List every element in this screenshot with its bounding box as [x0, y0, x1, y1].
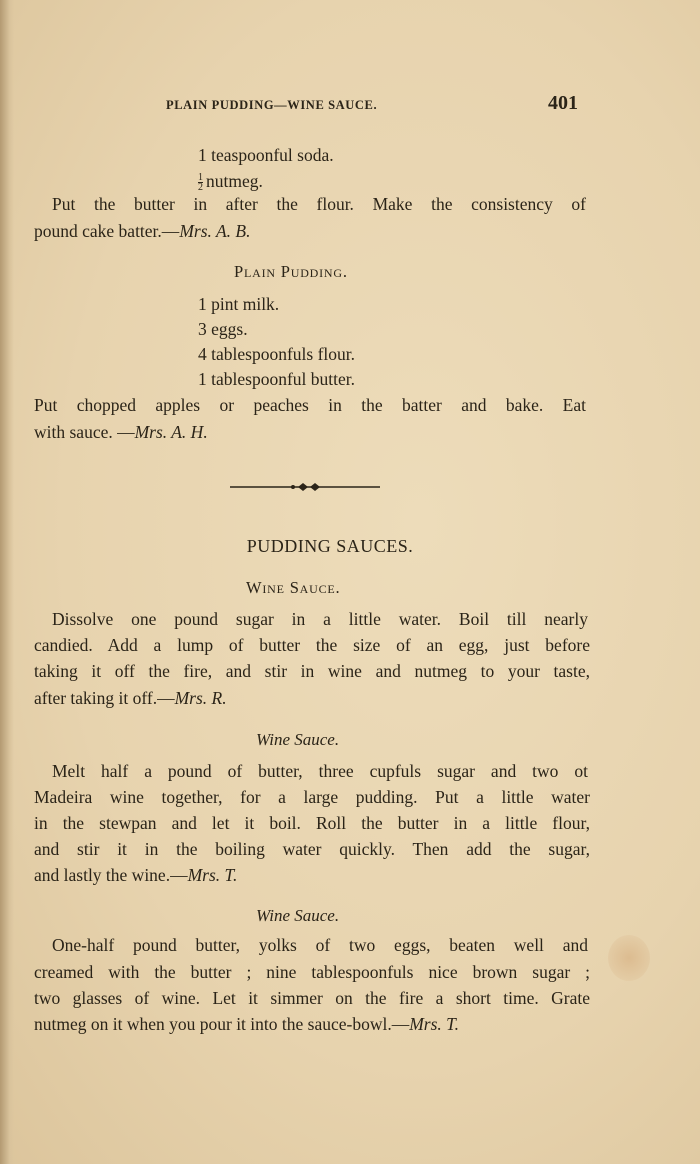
wine-sauce-3-line-3: two glasses of wine. Let it simmer on the fire a short time. Grate	[34, 988, 590, 1008]
section-divider-ornament	[230, 480, 382, 494]
running-head: PLAIN PUDDING—WINE SAUCE.	[166, 98, 378, 112]
attribution: Mrs. T.	[409, 1014, 459, 1034]
attribution: Mrs. R.	[174, 688, 227, 708]
plain-pudding-body-line-2: with sauce. —Mrs. A. H.	[34, 422, 208, 442]
attribution: Mrs. A. H.	[134, 422, 208, 442]
wine-sauce-2-line-3: in the stewpan and let it boil. Roll the butter in a little flour,	[34, 813, 590, 833]
wine-sauce-2-line-5: and lastly the wine.—Mrs. T.	[34, 865, 238, 885]
fraction-half: $\frac{1}{2}$	[198, 172, 203, 194]
wine-sauce-2-line-2: Madeira wine together, for a large pudding. Put a little water	[34, 787, 590, 807]
wine-sauce-2-line-1: Melt half a pound of butter, three cupfuls sugar and two ot	[52, 761, 588, 781]
attribution: Mrs. A. B.	[179, 221, 251, 241]
continuation-body-line-1: Put the butter in after the flour. Make the consistency of	[52, 194, 586, 214]
recipe-title-wine-sauce-2: Wine Sauce.	[256, 730, 340, 749]
ingredient-nutmeg: $\frac{1}{2}$ nutmeg.	[198, 171, 263, 194]
wine-sauce-1-line-1: Dissolve one pound sugar in a little water. Boil till nearly	[52, 609, 588, 629]
page-spine-shadow	[0, 0, 14, 1164]
wine-sauce-2-line-4: and stir it in the boiling water quickly. Then add the sugar,	[34, 839, 590, 859]
ingredient-eggs: 3 eggs.	[198, 319, 248, 339]
wine-sauce-3-line-4: nutmeg on it when you pour it into the sauce-bowl.—Mrs. T.	[34, 1014, 459, 1034]
ingredient-milk: 1 pint milk.	[198, 294, 280, 314]
paper-stain	[608, 935, 650, 981]
section-title: PUDDING SAUCES.	[246, 536, 414, 556]
continuation-body-line-2: pound cake batter.—Mrs. A. B.	[34, 221, 251, 241]
wine-sauce-1-line-3: taking it off the fire, and stir in wine and nutmeg to your taste,	[34, 661, 590, 681]
wine-sauce-1-line-4: after taking it off.—Mrs. R.	[34, 688, 227, 708]
wine-sauce-3-line-1: One-half pound butter, yolks of two eggs, beaten well and	[52, 935, 588, 955]
attribution: Mrs. T.	[187, 865, 238, 885]
page-number: 401	[548, 92, 578, 114]
ingredient-soda: 1 teaspoonful soda.	[198, 145, 334, 165]
ingredient-butter: 1 tablespoonful butter.	[198, 369, 355, 389]
plain-pudding-body-line-1: Put chopped apples or peaches in the batter and bake. Eat	[34, 395, 586, 415]
recipe-title-wine-sauce-3: Wine Sauce.	[256, 906, 340, 925]
page-header	[0, 92, 700, 116]
ingredient-flour: 4 tablespoonfuls flour.	[198, 344, 355, 364]
wine-sauce-1-line-2: candied. Add a lump of butter the size of an egg, just before	[34, 635, 590, 655]
recipe-title-plain-pudding: Plain Pudding.	[234, 262, 348, 281]
recipe-title-wine-sauce-1: Wine Sauce.	[246, 578, 341, 597]
wine-sauce-3-line-2: creamed with the butter ; nine tablespoonfuls nice brown sugar ;	[34, 962, 590, 982]
